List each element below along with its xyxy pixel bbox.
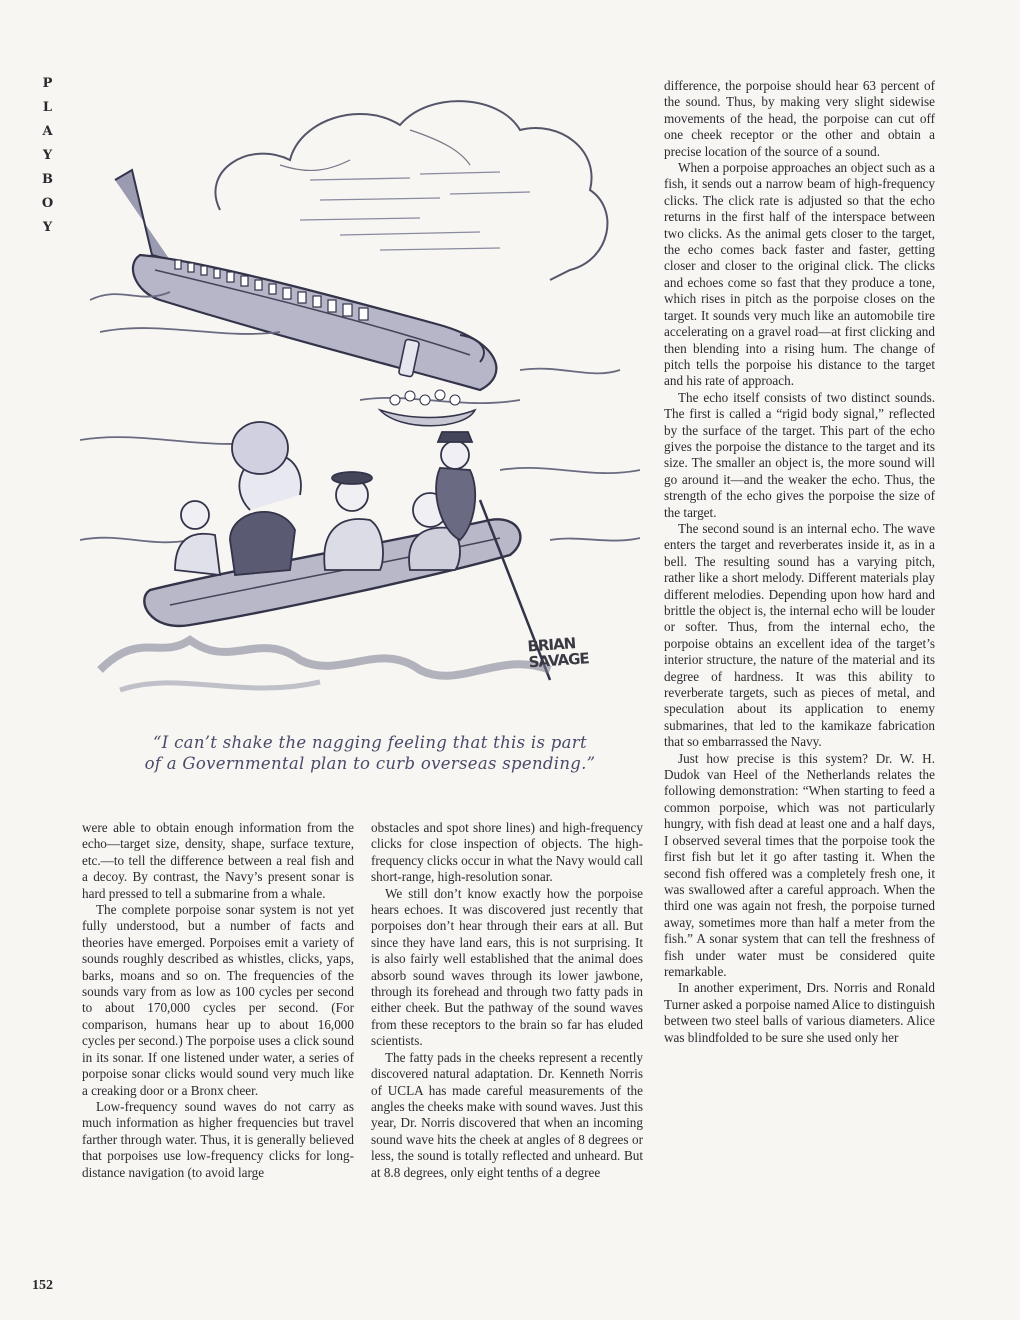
article-column-2 [371, 820, 643, 1181]
masthead-letter: A [42, 124, 54, 139]
paragraph: The fatty pads in the cheeks represent a recently discovered natural adaptation. Dr. Kenneth Norris of UCLA has made careful measurements of the angles the cheeks make with sound waves. Just this year, Dr. Norris discovered that when an incoming sound wave hits the cheek at angles of 8 degrees or less, the sound is totally reflected and unheard. But at 8.8 degrees, only eight tenths of a degree [371, 1049, 643, 1180]
masthead-letter: O [41, 196, 55, 211]
paragraph: The second sound is an internal echo. The wave enters the target and reverberates inside it, as in a bell. The resulting sound has a varying pitch, rather like a short melody. Different materials play different melodies. Depending upon how hard and brittle the object is, the internal echo will be louder or softer. Thus, from the internal echo, the porpoise obtains an excellent idea of the target’s interior structure, the nature of the material and its degree of hardness. It was this ability to reverberate targets, such as pieces of metal, and speculation about its application to enemy submarines, that led to the kamikaze fabrication that so embarrassed the Navy. [664, 520, 935, 750]
paragraph: difference, the porpoise should hear 63 percent of the sound. Thus, by making very slight sidewise movements of the head, the porpoise can cut off one cheek receptor or the other and obtain a precise location of the source of a sound. [664, 78, 935, 159]
masthead-letter: Y [42, 148, 54, 163]
caption-line: “I can’t shake the nagging feeling that this is part [153, 733, 587, 752]
paragraph: We still don’t know exactly how the porpoise hears echoes. It was discovered just recently that porpoises don’t hear through their ears at all. But since they have land ears, this is not surprising. It is also fairly well established that the animal does absorb sound waves through its lower jawbone, through its forehead and through two fatty pads in either cheek. But the pathway of the sound waves from these receptors to the brain so far has eluded scientists. [371, 885, 643, 1049]
signature-first-name: BRIAN [526, 634, 576, 656]
paragraph: The complete porpoise sonar system is not yet fully understood, but a number of facts and theories have emerged. Porpoises emit a variety of sounds roughly described as whistles, clicks, yaps, barks, moans and so on. The frequencies of the sounds vary from as low as 100 cycles per second to about 170,000 cycles per second. (For comparison, humans hear up to about 16,000 cycles per second.) The porpoise uses a click sound in its sonar. If one listened under water, a series of porpoise sonar clicks would sound very much like a creaking door or a Bronx cheer. [82, 902, 354, 1098]
magazine-masthead [34, 72, 62, 240]
masthead-letter: B [42, 172, 54, 187]
caption-line: of a Governmental plan to curb overseas spending.” [144, 754, 596, 773]
paragraph: were able to obtain enough information from the echo—target size, density, shape, surface texture, etc.—to tell the difference between a real fish and a decoy. By contrast, the Navy’s present sonar is hard pressed to tell a submarine from a whale. [82, 820, 354, 901]
article-column-1 [82, 820, 354, 1181]
masthead-letter: Y [42, 220, 54, 235]
masthead-letter: P [42, 76, 54, 91]
paragraph: Just how precise is this system? Dr. W. H. Dudok van Heel of the Netherlands relates the following demonstration: “When starting to feed a common porpoise, which was not particularly hungry, with fish dead at least one and a half days, I observed several times that the porpoise took the first fish but let it go after tasting it. When the second fish offered was a completely fresh one, it was swallowed after a careful approach. When the third one was again not fresh, the porpoise turned away, sometimes more than half a meter from the fish.” A sonar system that can tell the freshness of fish under water must be considered quite remarkable. [664, 750, 935, 979]
signature-last-name: SAVAGE [528, 649, 590, 672]
cartoon-caption [100, 732, 640, 774]
paragraph: Low-frequency sound waves do not carry as much information as higher frequencies but travel farther through water. Thus, it is generally believed that porpoises use low-frequency clicks for long-distance navigation (to avoid large [82, 1098, 354, 1180]
masthead-letter: L [42, 100, 54, 115]
cartoon-illustration [80, 70, 650, 710]
artist-signature [527, 634, 599, 671]
paragraph: The echo itself consists of two distinct sounds. The first is called a “rigid body signal,” reflected by the surface of the target. This part of the echo gives the porpoise the distance to the target and its size. The smaller an object is, the more sound will go around it—and the weaker the echo. Thus, the strength of the echo gives the porpoise the size of the target. [664, 389, 935, 520]
paragraph: obstacles and spot shore lines) and high-frequency clicks for close inspection of objects. The high-frequency clicks occur in what the Navy would call short-range, high-resolution sonar. [371, 820, 643, 885]
paragraph: When a porpoise approaches an object such as a fish, it sends out a narrow beam of high-frequency clicks. The click rate is adjusted so that the echo returns in the first half of the interspace between two clicks. As the animal gets closer to the target, the echo comes back faster and faster, getting closer and closer to the original click. The clicks and echoes come so fast that they produce a tone, which rises in pitch as the porpoise closes on the target. It sounds very much like an automobile tire accelerating on a gravel road—at first clicking and then blending into a rising hum. The change of pitch tells the porpoise his distance to the target and his rate of approach. [664, 160, 935, 389]
paragraph: In another experiment, Drs. Norris and Ronald Turner asked a porpoise named Alice to distinguish between two steel balls of various diameters. Alice was blindfolded to be sure she used only her [664, 980, 935, 1045]
article-column-3 [664, 78, 935, 1046]
page-number: 152 [32, 1278, 53, 1293]
